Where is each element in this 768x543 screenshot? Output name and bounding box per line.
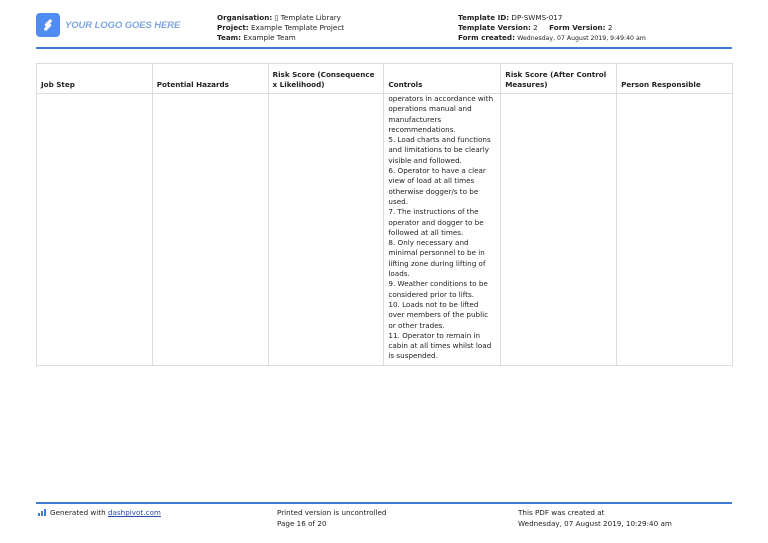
- pdf-created-value: Wednesday, 07 August 2019, 10:29:40 am: [518, 518, 672, 528]
- dashpivot-link[interactable]: dashpivot.com: [107, 508, 161, 517]
- version-line: [458, 23, 646, 33]
- header-meta-left: [217, 13, 344, 43]
- organisation-label: Organisation:: [217, 13, 273, 22]
- controls-line: 5. Load charts and functions: [388, 135, 491, 145]
- controls-line: visible and followed.: [388, 155, 462, 165]
- cell-person-responsible: [617, 94, 733, 366]
- column-header-job-step: Job Step: [37, 64, 153, 94]
- column-header-controls: Controls: [384, 64, 501, 94]
- form-version-value: 2: [607, 23, 613, 32]
- print-info: [277, 508, 386, 529]
- controls-line: over members of the public: [388, 310, 489, 320]
- controls-line: is suspended.: [388, 351, 438, 361]
- form-version-label: Form Version:: [549, 23, 606, 32]
- table-row: [37, 94, 733, 366]
- controls-line: followed at all times.: [388, 227, 464, 237]
- controls-line: 11. Operator to remain in: [388, 330, 481, 340]
- controls-line: view of load at all times: [388, 176, 475, 186]
- project-value: Example Template Project: [250, 23, 345, 32]
- controls-line: loads.: [388, 269, 410, 279]
- logo-icon: [36, 13, 60, 37]
- pdf-created-label: This PDF was created at: [518, 508, 605, 517]
- page-number: Page 16 of 20: [277, 518, 327, 528]
- template-version-value: 2: [533, 23, 538, 32]
- cell-controls: [384, 94, 501, 366]
- page-header: [36, 10, 732, 46]
- organisation-line: [217, 13, 344, 23]
- swms-table: [36, 63, 733, 366]
- form-created-value: Wednesday, 07 August 2019, 9:49:40 am: [517, 35, 646, 42]
- controls-line: manufacturers: [388, 114, 442, 124]
- template-id-value: DP-SWMS-017: [511, 13, 563, 22]
- controls-line: minimal personnel to be in: [388, 248, 485, 258]
- pdf-created-info: [518, 508, 672, 529]
- controls-line: considered prior to lifts.: [388, 289, 474, 299]
- cell-potential-hazards: [152, 94, 268, 366]
- team-value: Example Team: [243, 33, 296, 42]
- controls-line: otherwise dogger/s to be: [388, 186, 479, 196]
- controls-line: 7. The instructions of the: [388, 207, 479, 217]
- column-header-person-responsible: Person Responsible: [617, 64, 733, 94]
- controls-line: operators in accordance with: [388, 94, 494, 103]
- footer-divider: [36, 502, 732, 504]
- cell-job-step: [37, 94, 153, 366]
- column-header-potential-hazards: Potential Hazards: [152, 64, 268, 94]
- controls-line: operations manual and: [388, 104, 472, 114]
- controls-line: used.: [388, 196, 408, 206]
- cell-risk-score: [268, 94, 384, 366]
- generated-prefix: Generated with: [50, 508, 108, 517]
- header-meta-right: [458, 13, 646, 44]
- template-version-label: Template Version:: [458, 23, 531, 32]
- dashpivot-bars-icon: [38, 509, 46, 516]
- form-created-line: [458, 33, 646, 44]
- organisation-value: ▯ Template Library: [274, 13, 341, 22]
- controls-line: and limitations to be clearly: [388, 145, 489, 155]
- controls-line: 9. Weather conditions to be: [388, 279, 488, 289]
- uncontrolled-notice: Printed version is uncontrolled: [277, 508, 387, 517]
- controls-line: lifting zone during lifting of: [388, 258, 486, 268]
- project-label: Project:: [217, 23, 249, 32]
- controls-line: 10. Loads not to be lifted: [388, 299, 479, 309]
- company-logo: [36, 13, 180, 37]
- form-created-label: Form created:: [458, 33, 515, 42]
- controls-line: operator and dogger to be: [388, 217, 484, 227]
- logo-text: YOUR LOGO GOES HERE: [65, 19, 181, 31]
- header-divider: [36, 47, 732, 49]
- table-header-row: [37, 64, 733, 94]
- template-id-label: Template ID:: [458, 13, 510, 22]
- team-label: Team:: [217, 33, 242, 42]
- controls-line: recommendations.: [388, 124, 456, 134]
- team-line: [217, 33, 344, 43]
- controls-line: cabin at all times whilst load: [388, 341, 492, 351]
- column-header-risk-score: Risk Score (Consequence x Likelihood): [268, 64, 384, 94]
- controls-line: 8. Only necessary and: [388, 238, 469, 248]
- cell-risk-score-after: [501, 94, 617, 366]
- controls-line: 6. Operator to have a clear: [388, 166, 486, 176]
- template-id-line: [458, 13, 646, 23]
- generated-with: [38, 508, 161, 519]
- controls-line: or other trades.: [388, 320, 445, 330]
- column-header-risk-score-after: Risk Score (After Control Measures): [501, 64, 617, 94]
- project-line: [217, 23, 344, 33]
